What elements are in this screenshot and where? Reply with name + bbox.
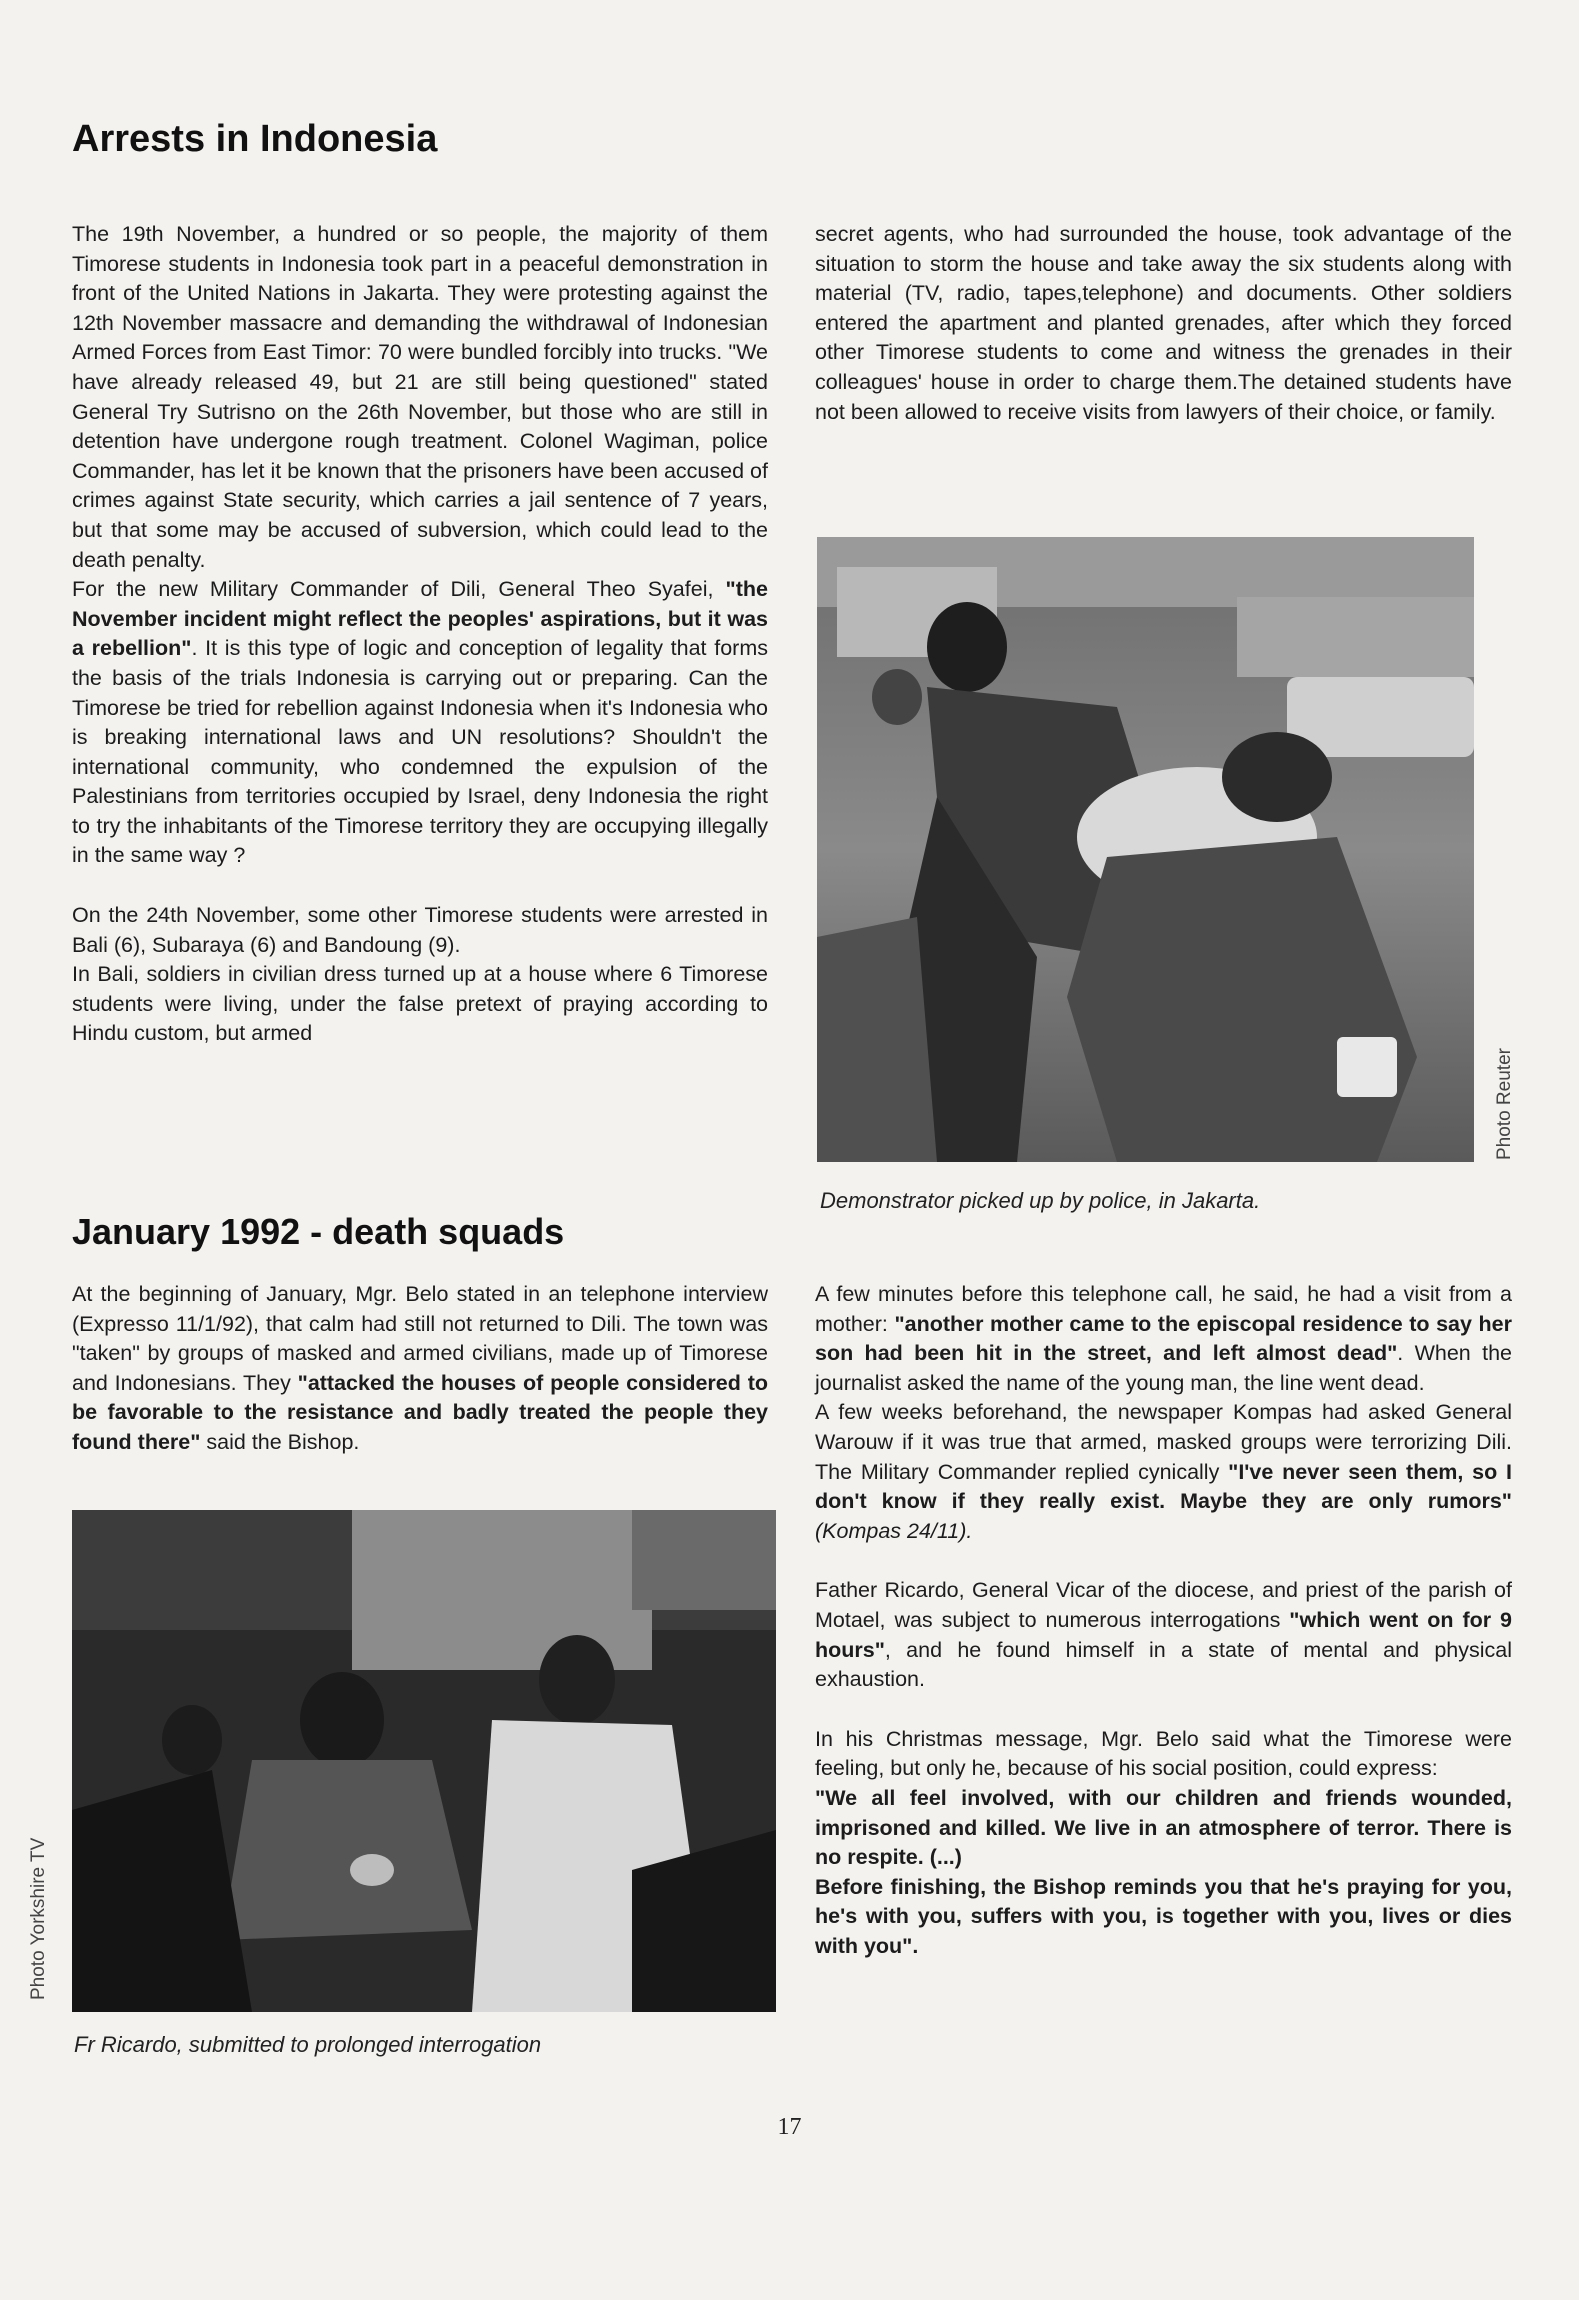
paragraph [815, 1576, 1512, 1694]
quote: "another mother came to the episcopal residence to say her son had been hit in the street, and left almost dead" [815, 1311, 1512, 1366]
quote: "the November incident might reflect the peoples' aspirations, but it was a rebellion" [72, 577, 768, 661]
paragraph-text: , and he found himself in a state of mental and physical exhaustion. [815, 1637, 1512, 1692]
quote-paragraph [815, 1873, 1512, 1962]
photo-credit: Photo Reuter [1494, 1048, 1515, 1160]
paragraph-text: A few weeks beforehand, the newspaper Kompas had asked General Warouw if it was true that armed, masked groups were terrorizing Dili. The Military Commander replied cynically [815, 1400, 1512, 1484]
paragraph-text: Father Ricardo, General Vicar of the diocese, and priest of the parish of Motael, was subject to numerous interrogations [815, 1578, 1512, 1632]
photo-caption: Demonstrator picked up by police, in Jakarta. [820, 1188, 1261, 1213]
article2-column-right [815, 1280, 1512, 1961]
quote: "We all feel involved, with our children and friends wounded, imprisoned and killed. We live in an atmosphere of terror. There is no respite. (...) [815, 1785, 1512, 1870]
paragraph-text: . When the journalist asked the name of the young man, the line went dead. [815, 1341, 1512, 1395]
paragraph: The 19th November, a hundred or so people, the majority of them Timorese students in Indonesia took part in a peaceful demonstration in front of the United Nations in Jakarta. They were protesting against the 12th November massacre and demanding the withdrawal of Indonesian Armed Forces from East Timor: 70 were bundled forcibly into trucks. "We have already released 49, but 21 are still being questioned" stated General Try Sutrisno on the 26th November, but those who are still in detention have undergone rough treatment. Colonel Wagiman, police Commander, has let it be known that the prisoners have been accused of crimes against State security, which carries a jail sentence of 7 years, but that some may be accused of subversion, which could lead to the death penalty. [72, 222, 768, 572]
photo-image [817, 537, 1474, 1162]
quote-paragraph [815, 1784, 1512, 1873]
article2-column-left [72, 1280, 768, 1458]
quote: "I've never seen them, so I don't know if they really exist. Maybe they are only rumors" [815, 1459, 1513, 1514]
paragraph-text: said the Bishop. [200, 1429, 360, 1454]
photo-image [72, 1510, 776, 2012]
quote: Before finishing, the Bishop reminds you that he's praying for you, he's with you, suffers with you, is together with you, lives or dies with you". [815, 1874, 1512, 1958]
paragraph: On the 24th November, some other Timorese students were arrested in Bali (6), Subaraya (6) and Bandoung (9). [72, 903, 768, 957]
paragraph-text: For the new Military Commander of Dili, General Theo Syafei, [72, 577, 726, 602]
photo-credit: Photo Yorkshire TV [28, 1837, 49, 2000]
paragraph: In Bali, soldiers in civilian dress turned up at a house where 6 Timorese students were living, under the false pretext of praying according to Hindu custom, but armed [72, 962, 768, 1046]
section-title: January 1992 - death squads [72, 1211, 565, 1252]
demonstrator-photo [817, 537, 1474, 1162]
quote: "which went on for 9 hours" [815, 1607, 1512, 1662]
article1-column-right [815, 220, 1512, 427]
paragraph-text: At the beginning of January, Mgr. Belo stated in an telephone interview (Expresso 11/1/92), that calm had still not returned to Dili. The town was "taken" by groups of masked and armed civilians, made up of Timorese and Indonesians. They [72, 1282, 768, 1395]
paragraph: In his Christmas message, Mgr. Belo said what the Timorese were feeling, but only he, because of his social position, could express: [815, 1726, 1512, 1781]
article-title: Arrests in Indonesia [72, 118, 438, 160]
paragraph [815, 1280, 1512, 1398]
article1-column-left [72, 220, 768, 1049]
quote: "attacked the houses of people considered to be favorable to the resistance and badly treated the people they found there" [72, 1370, 768, 1454]
paragraph [72, 575, 768, 871]
paragraph [72, 1280, 768, 1458]
paragraph-text: A few minutes before this telephone call, he said, he had a visit from a mother: [815, 1282, 1512, 1336]
photo-caption: Fr Ricardo, submitted to prolonged interrogation [74, 2032, 542, 2057]
paragraph: secret agents, who had surrounded the house, took advantage of the situation to storm the house and take away the six students along with material (TV, radio, tapes,telephone) and documents. Other soldiers entered the apartment and planted grenades, after which they forced other Timorese students to come and witness the grenades in their colleagues' house in order to charge them.The detained students have not been allowed to receive visits from lawyers of their choice, or family. [815, 222, 1512, 424]
page-number: 17 [777, 2114, 802, 2140]
paragraph-text: . It is this type of logic and conception of legality that forms the basis of the trials Indonesia is carrying out or preparing. Can the Timorese be tried for rebellion against Indonesia when it's Indonesia who is breaking international laws and UN resolutions? Shouldn't the international community, who condemned the expulsion of the Palestinians from territories occupied by Israel, deny Indonesia the right to try the inhabitants of the Timorese territory they are occupying illegally in the same way ? [72, 636, 768, 868]
paragraph [815, 1398, 1512, 1546]
fr-ricardo-photo [72, 1510, 776, 2012]
citation: (Kompas 24/11). [815, 1518, 973, 1543]
